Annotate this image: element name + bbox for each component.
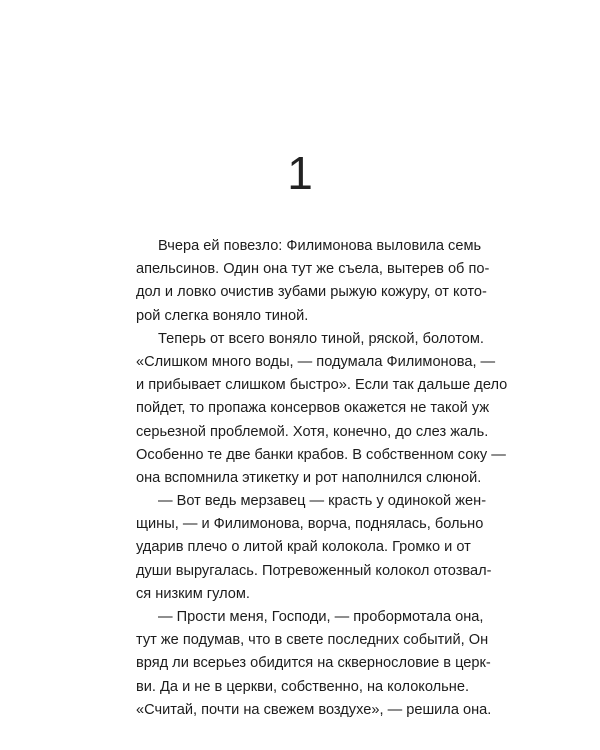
- text-line: души выругалась. Потревоженный колокол отозвал-: [136, 562, 492, 579]
- paragraph: [136, 490, 492, 606]
- text-line: ви. Да и не в церкви, собственно, на колокольне.: [136, 678, 470, 695]
- text-line: тут же подумав, что в свете последних событий, Он: [136, 632, 489, 649]
- text-line: «Слишком много воды, — подумала Филимонова, —: [136, 353, 496, 370]
- text-line: «Считай, почти на свежем воздухе», — решила она.: [136, 701, 492, 718]
- text-line: апельсинов. Один она тут же съела, вытерев об по-: [136, 261, 490, 278]
- text-line: Вчера ей повезло: Филимонова выловила семь: [158, 238, 482, 254]
- text-line: вряд ли всерьез обидится на сквернословие в церк-: [136, 655, 491, 672]
- text-line: и прибывает слишком быстро». Если так дальше дело: [136, 377, 508, 394]
- text-line: Теперь от всего воняло тиной, ряской, болотом.: [158, 330, 484, 347]
- text-line: — Прости меня, Господи, — пробормотала она,: [158, 609, 484, 625]
- paragraph: [136, 606, 492, 722]
- text-line: она вспомнила этикетку и рот наполнился слюной.: [136, 469, 482, 486]
- text-line: серьезной проблемой. Хотя, конечно, до слез жаль.: [136, 423, 489, 440]
- paragraph: [136, 235, 490, 328]
- text-line: — Вот ведь мерзавец — красть у одинокой жен-: [158, 493, 487, 510]
- text-line: ударив плечо о литой край колокола. Громко и от: [136, 539, 471, 556]
- text-line: пойдет, то пропажа консервов окажется не такой уж: [136, 400, 490, 417]
- text-line: дол и ловко очистив зубами рыжую кожуру, от кото-: [136, 284, 487, 301]
- text-line: ся низким гулом.: [136, 585, 250, 602]
- text-line: щины, — и Филимонова, ворча, поднялась, больно: [136, 516, 484, 533]
- text-line: рой слегка воняло тиной.: [136, 307, 309, 324]
- chapter-number: 1: [287, 147, 313, 199]
- chapter-text: [136, 235, 508, 722]
- paragraph: [136, 328, 508, 490]
- text-line: Особенно те две банки крабов. В собственном соку —: [136, 446, 506, 463]
